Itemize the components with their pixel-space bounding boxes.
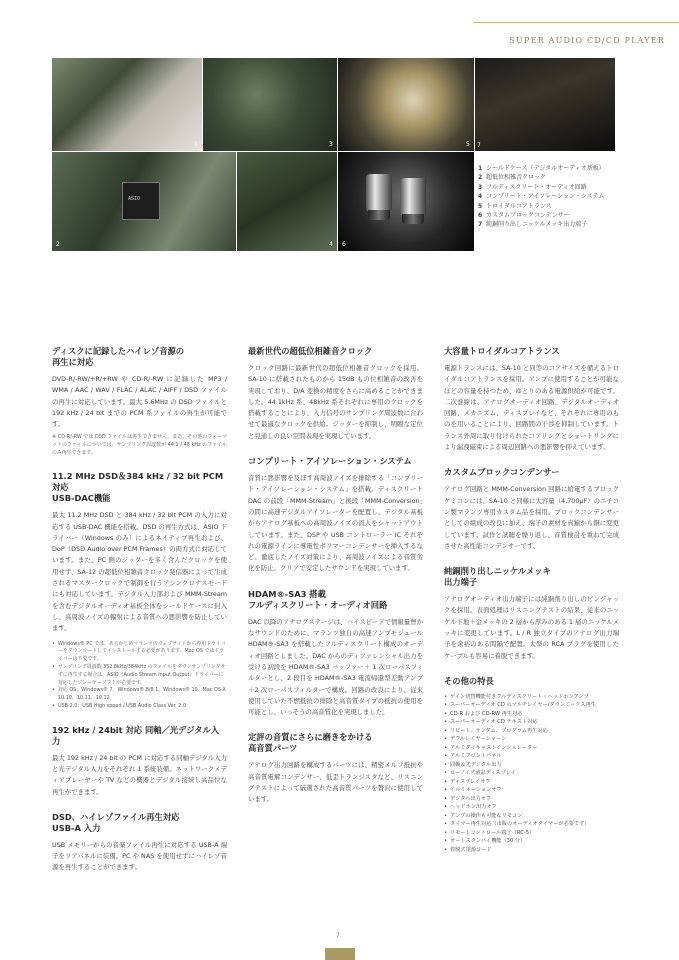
section-clock [248,346,423,442]
feature-item: • アルミフロントパネル [444,752,619,761]
header-rule [473,22,679,23]
features-list [444,693,619,855]
feature-item: • アルミダイキャストインシュレーター [444,744,619,753]
column-middle [248,346,423,820]
photo-discrete-audio-circuit [203,58,337,151]
chip-label: ASIO [128,196,141,202]
photo-output-terminals [475,58,615,151]
feature-item: • ゲイン切替機能付きフルディスクリート・ヘッドホンアンプ [444,693,619,702]
feature-item: • ディスプレイオフ [444,778,619,787]
section-body: DAC 以降のアナログステージは、ハイスピードで情報量豊かなサウンドのために、マランツ独自の高速アンプモジュール HDAM®-SA3 を搭載したフルディスクリート構成のオーディオ回路としました。DAC からのディファレンシャル出力を受ける初段を HDAM®-SA3 バッファー＋ 1 次ローパスフィルターとし、2 段目を HDAM®-SA3 電流帰還型差動アンプ＋2 次ローパスフィルターで構成。回路の改良により、従来使用していた不燃抵抗の排除と高音質タイプの抵抗の使用を可能とし、いっそうの高音質化を実現しました。 [248,617,423,717]
section-body: アナログオーディオ出力端子には純銅削り出しのピンジャックを採用。表面処理はリスニングテストの結果、従来のニッケル下地＋金メッキの 2 層から厚みのある 1 層のニッケルメッキに変更しています。L / R 独立タイプのアナログ出力端子を余裕のある間隔で配置。大型の RCA プラグを使用したケーブルも容易に着脱できます。 [444,595,619,660]
column-right [444,346,619,868]
section-hdam [248,589,423,719]
note-item: • Windows® PC では、あらかじめマランツのウェブサイトから専用ドライバーをダウンロードしてインストールする必要があります。Mac OS ではドライバーは不要です。 [52,641,227,664]
capacitor-left [366,174,392,212]
header-title: SUPER AUDIO CD/CD PLAYER [509,36,665,45]
photo-legend [478,164,605,230]
section-body: 音質に悪影響を及ぼす高周波ノイズを排除する「コンプリート・アイソレーション・システム」を搭載。ディスクリート DAC の前段「MMM-Stream」と後段「MMM-Conversion」の間に高速デジタルアイソレーターを配置し、デジタル基板からアナログ基板への高周波ノイズの流入をシャットアウトしています。また、DSP や USB コントローラー IC それぞれの電源ラインに導電性ポリマーコンデンサーを挿入するなど、徹底したノイズ対策により、高周波ノイズによる音質劣化を防止。クリアで安定したサウンドを実現しています。 [248,474,423,573]
section-heading: ディスクに記録したハイレゾ音源の 再生に対応 [52,346,185,367]
section-note: ※ CD-R/-RW では DSD ファイルは再生できません。また、その他のフォーマットのファイルについては、サンプリング周波数が 44.1 / 48 kHz のファイルのみ再生できます。 [52,434,227,456]
photo-number: 3 [329,141,333,148]
photo-block-capacitors [338,152,474,251]
feature-item: • リモートコントロール端子（RC-5） [444,829,619,838]
section-body: 最大 11.2 MHz DSD と 384 kHz / 32 bit PCM の入力に対応する USB-DAC 機能を搭載。DSD の再生方式は、ASIO ドライバー（Windows のみ）によるネイティブ再生および、DoP（DSD Audio over PCM Frames）の両方式に対応しています。また、PC 側のジッターを多く含んだクロックを使用せず、SA-12 の超低位相雑音クロック発信器によって生成されるマスタークロックで制御を行うアシンクロナスモードにも対応しています。デジタル入力部および MMM-Stream を含むデジタルオーディオ基板全体をシールドケースに封入し、高周波ノイズの輻射による音質への悪影響を防止しています。 [52,511,227,633]
section-output-terminal [444,566,619,662]
feature-item: • CD-R および CD-RW 再生対応 [444,710,619,719]
section-heading: 定評の音質にさらに磨きをかける 高音質パーツ [248,732,373,754]
section-heading: 大容量トロイダルコアトランス [444,346,560,356]
capacitor-right [400,178,426,216]
section-disc-hires [52,346,227,457]
legend-item: 2 超低位相雑音クロック [478,174,546,182]
section-heading: 192 kHz / 24bit 対応 同軸／光デジタル入力 [52,724,220,746]
feature-item: • リピート、ランダム、プログラム再生対応 [444,727,619,736]
photo-number: 1 [194,141,198,148]
feature-item: • ローノイズ液晶ディスプレイ [444,769,619,778]
section-heading: カスタムブロックコンデンサー [444,467,560,478]
section-body: アナログ出力回路を構成するパーツには、精密メルフ抵抗や高音質電解コンデンサー、低歪トランジスタなど、リスニングテストによって厳選された高音質パーツを贅沢に使用しています。 [248,761,423,804]
section-isolation [248,456,423,575]
photo-number: 7 [477,142,481,149]
section-heading: HDAM®-SA3 搭載 フルディスクリート・オーディオ回路 [248,588,388,610]
section-capacitor [444,467,619,552]
section-body: DVD-R/-RW/+R/+RW や CD-R/-RW に記録した MP3 / WMA / AAC / WAV / FLAC / ALAC / AIFF / DSD ファイルの再生に対応しています。最大 5.6MHz の DSD ファイルと 192 kHz / 24 bit までの PCM 系ファイルの再生が可能です。 [52,375,227,429]
feature-item: • デフルレイヤーシャーシ [444,735,619,744]
legend-item: 4 コンプリート・アイソレーション・システム [478,193,605,201]
column-left [52,346,227,888]
section-body: USB メモリーからの音楽ファイル再生に対応する USB-A 端子をリアパネルに装備。PC や NAS を使用せずにハイレゾ音源を再生することができます。 [52,840,227,872]
section-body: アナログ回路と MMM-Conversion 回路に給電するブロックケミコンには、SA-10 と同様に大容量（4,700µF）のニチコン製マランツ専用カスタム品を採用。ブロックコンデンサーとしての組成の改良に加え、端子の素材を真鍮から銅に変更しています。試作と試聴を繰り返し、音質検討を重ねて完成させた高性能コンデンサーです。 [444,485,619,550]
photo-shield-case [52,58,202,151]
feature-item: • 同軸＆光デジタル出力 [444,761,619,770]
usb-notes-list [52,641,227,711]
section-heading: DSD、ハイレゾファイル再生対応 USB-A 入力 [52,811,180,833]
photo-number: 6 [342,241,346,248]
section-heading: 純銅削り出しニッケルメッキ 出力端子 [444,566,551,588]
feature-item: • ヘッドホン出力オフ [444,803,619,812]
photo-toroidal-transformer [338,58,474,151]
legend-item: 6 カスタムブロックコンデンサー [478,212,570,220]
feature-item: • イルミネーションオフ [444,786,619,795]
section-heading: 最新世代の超低位相雑音クロック [248,346,373,356]
photo-low-phase-noise-clock [52,152,236,251]
section-body: クロック回路に最新世代の超低位相雑音クロックを採用。SA-10 に搭載されたものから 15dB もの位相雑音の改善を実現しており、D/A 変換の精度をさらに高めることができました。44.1kHz 系、48kHz 系それぞれに専用のクロックを搭載することにより、入力信号のサンプリング周波数に合わせて最適なクロックを供給。ジッターを抑制し、明瞭な定位と見通しの良い空間表現を実現しています。 [248,364,423,440]
section-digital-input [52,725,227,798]
photo-number: 2 [56,241,60,248]
photo-isolation-system [237,152,337,251]
section-body: 最大 192 kHz / 24 bit の PCM に対応する同軸デジタル入力と光デジタル入力をそれぞれ 1 系統装備。ネットワークメディアプレーヤーや TV などの機器とデジタル接続し高品位な再生ができます。 [52,753,227,796]
feature-item: • オートスタンバイ機能（30 分） [444,837,619,846]
feature-item: • アンプの操作も可能なリモコン [444,812,619,821]
section-heading: その他の特長 [444,675,494,686]
legend-item: 3 フルディスクリート・オーディオ回路 [478,183,587,191]
photo-number: 5 [466,141,470,148]
page-number: 7 [336,932,340,939]
note-item: • 対応 OS：Windows® 7、Windows® 8/8.1、Windows® 10、Mac OS X 10.10、10.11、10.12 [52,687,227,703]
legend-item: 7 純銅削り出しニッケルメッキ出力端子 [478,221,588,229]
section-usb-dac [52,471,227,710]
feature-item: • スーパーオーディオ CD のマルチレイヤー/ダウンミックス再生 [444,701,619,710]
feature-item: • 着脱式電源コード [444,846,619,855]
section-body: 電源トランスには、SA-10 と同等のコアサイズを備えるトロイダルコアトランスを採用。アンプに使用することが可能なほどの容量を持つため、ゆとりのある電源供給が可能です。二次巻線は、アナログオーディオ回路、デジタルオーディオ回路、メカニズム、ディスプレイなど、それぞれに専用のものを用いることにより、回路間の干渉を抑制しています。トランス外周に取り付けられたコアリングとショートリングにより漏洩磁束による周辺回路への悪影響を抑えています。 [444,364,619,452]
note-item: • サンプリング周波数 352.8kHz/384kHz のファイルをダウンサンプリングせずに再生する場合は、ASIO（Audio Stream Input Output）ドライバーに対応したプレーヤーソフトが必要です。 [52,664,227,687]
note-item: • USB 2.0：USB High speed / USB Audio Class Ver. 2.0 [52,703,227,711]
feature-item: • スーパーオーディオ CD テキスト対応 [444,718,619,727]
clock-chip [122,182,160,220]
section-transformer [444,346,619,453]
section-parts [248,732,423,805]
section-heading: コンプリート・アイソレーション・システム [248,456,412,467]
section-other-features [444,676,619,855]
footer-accent-bar [325,948,355,960]
legend-item: 1 シールドケース（デジタルオーディオ基板） [478,165,605,172]
section-heading: 11.2 MHz DSD＆384 kHz / 32 bit PCM対応 USB-DAC機能 [52,471,224,504]
photo-number: 4 [329,241,333,248]
legend-item: 5 トロイダルコアトランス [478,202,552,210]
feature-item: • タイマー再生対応（市販のオーディオタイマーが必要です） [444,820,619,829]
section-usb-a [52,812,227,874]
feature-item: • デジタル出力オフ [444,795,619,804]
